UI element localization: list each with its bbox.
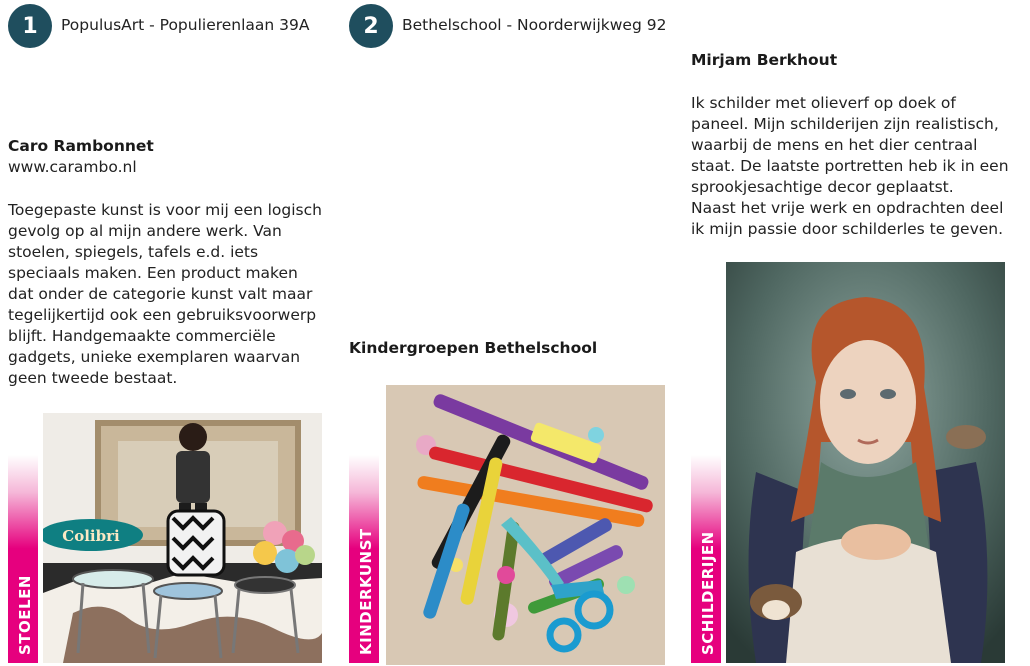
group-name: Kindergroepen Bethelschool xyxy=(349,339,598,357)
category-tag-schilderijen: SCHILDERIJEN xyxy=(691,455,721,663)
photo-chairs xyxy=(43,413,322,663)
location-1-badge: 1 xyxy=(8,4,52,48)
artist-name: Caro Rambonnet xyxy=(8,137,154,155)
photo-painting-portrait xyxy=(726,262,1005,663)
category-tag-stoelen: STOELEN xyxy=(8,455,38,663)
artist-description: Ik schilder met olieverf op doek of paneel. Mijn schilderijen zijn realistisch, waarbij de mens en het dier centraal staat. De laatste portretten heb ik in een sprookjesachtige decor geplaatst. Naast het vrije werk en opdrachten deel ik mijn passie door schilderles te geven. xyxy=(691,94,1009,238)
photo-art-supplies xyxy=(386,385,665,665)
location-1-label: PopulusArt - Populierenlaan 39A xyxy=(61,16,310,34)
artist-name: Mirjam Berkhout xyxy=(691,51,838,69)
artist-description: Toegepaste kunst is voor mij een logisch gevolg op al mijn andere werk. Van stoelen, spiegels, tafels e.d. iets speciaals maken. Een product maken dat onder de categorie kunst valt maar tegelijkertijd ook een gebruiksvoorwerp blijft. Handgemaakte commerciële gadgets, unieke exemplaren waarvan geen tweede bestaat. xyxy=(8,201,322,387)
location-2-label: Bethelschool - Noorderwijkweg 92 xyxy=(402,16,667,34)
category-tag-kinderkunst: KINDERKUNST xyxy=(349,455,379,663)
location-2-badge: 2 xyxy=(349,4,393,48)
artist-website-link[interactable]: www.carambo.nl xyxy=(8,158,137,176)
photo-sign-text: Colibri xyxy=(62,527,120,545)
